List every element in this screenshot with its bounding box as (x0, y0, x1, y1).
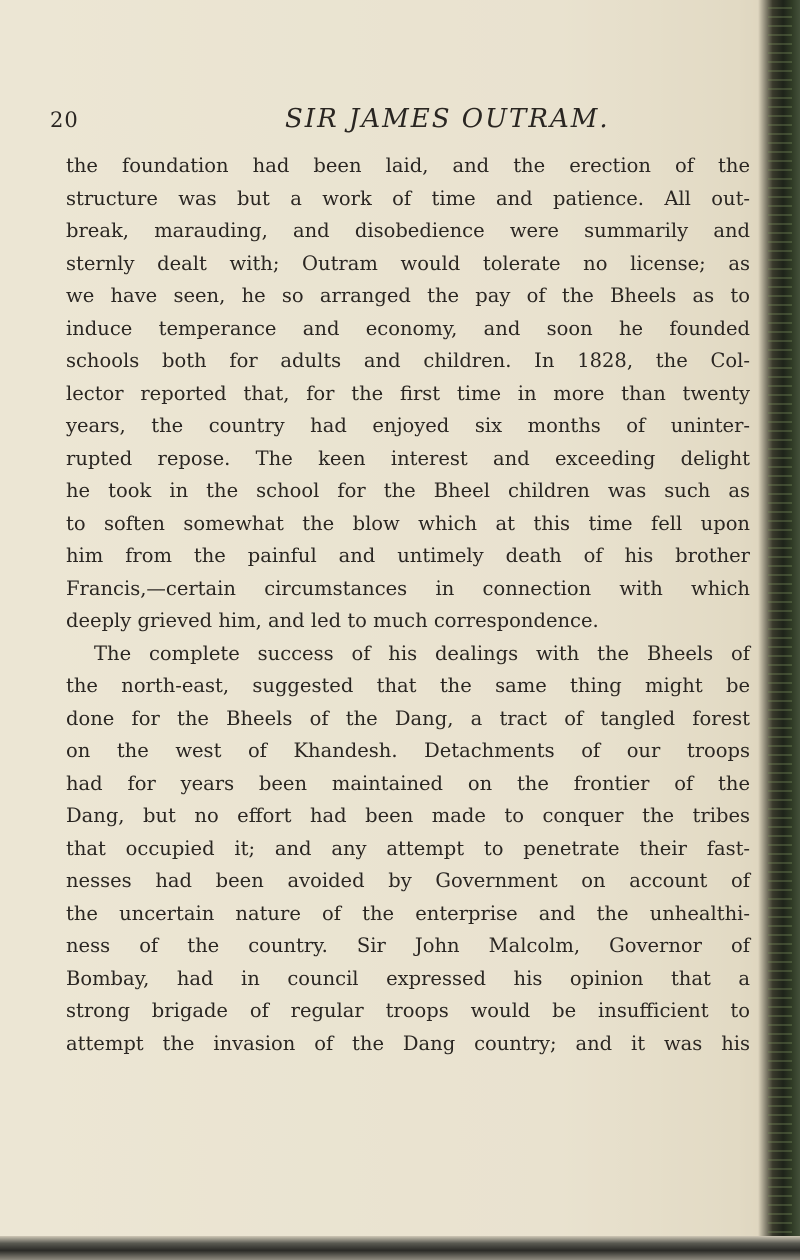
text-line: schools both for adults and children. In 1828, the Col- (66, 349, 750, 372)
text-line: Bombay, had in council expressed his opinion that a (66, 966, 750, 990)
text-line: break, marauding, and disobedience were summarily and (66, 219, 750, 242)
text-line: years, the country had enjoyed six months of uninter- (66, 414, 750, 437)
page-bottom-edge (0, 1236, 800, 1260)
text-line: The complete success of his dealings with the Bheels of (94, 641, 750, 665)
text-line: to soften somewhat the blow which at this time fell upon (66, 511, 750, 535)
text-line: he took in the school for the Bheel children was such as (66, 479, 750, 502)
body-text (66, 150, 750, 1060)
text-line: Dang, but no effort had been made to conquer the tribes (66, 804, 750, 827)
text-line: the north-east, suggested that the same thing might be (66, 674, 750, 697)
text-line: deeply grieved him, and led to much correspondence. (66, 609, 599, 632)
text-line: the foundation had been laid, and the erection of the (66, 154, 750, 177)
text-line: nesses had been avoided by Government on account of (66, 869, 750, 892)
text-line: structure was but a work of time and patience. All out- (66, 186, 750, 210)
text-line: rupted repose. The keen interest and exceeding delight (66, 446, 750, 470)
text-line: attempt the invasion of the Dang country; and it was his (66, 1031, 750, 1055)
running-head: SIR JAMES OUTRAM. (285, 104, 610, 134)
text-line: had for years been maintained on the frontier of the (66, 771, 750, 795)
page-number: 20 (50, 108, 79, 132)
page-header (50, 100, 760, 140)
text-line: induce temperance and economy, and soon he founded (66, 316, 750, 340)
text-line: ness of the country. Sir John Malcolm, Governor of (66, 934, 750, 957)
text-line: strong brigade of regular troops would be insufficient to (66, 999, 750, 1022)
text-line: lector reported that, for the first time in more than twenty (66, 381, 750, 405)
text-line: we have seen, he so arranged the pay of the Bheels as to (66, 284, 750, 307)
text-line: on the west of Khandesh. Detachments of our troops (66, 739, 750, 762)
text-line: done for the Bheels of the Dang, a tract of tangled forest (66, 706, 750, 730)
text-line: him from the painful and untimely death of his brother (66, 544, 750, 567)
text-line: Francis,—certain circumstances in connection with which (66, 576, 750, 600)
text-line: the uncertain nature of the enterprise and the unhealthi- (66, 901, 750, 925)
text-line: that occupied it; and any attempt to penetrate their fast- (66, 836, 750, 860)
text-line: sternly dealt with; Outram would tolerate no license; as (66, 251, 750, 275)
page-edge-texture (768, 0, 792, 1260)
